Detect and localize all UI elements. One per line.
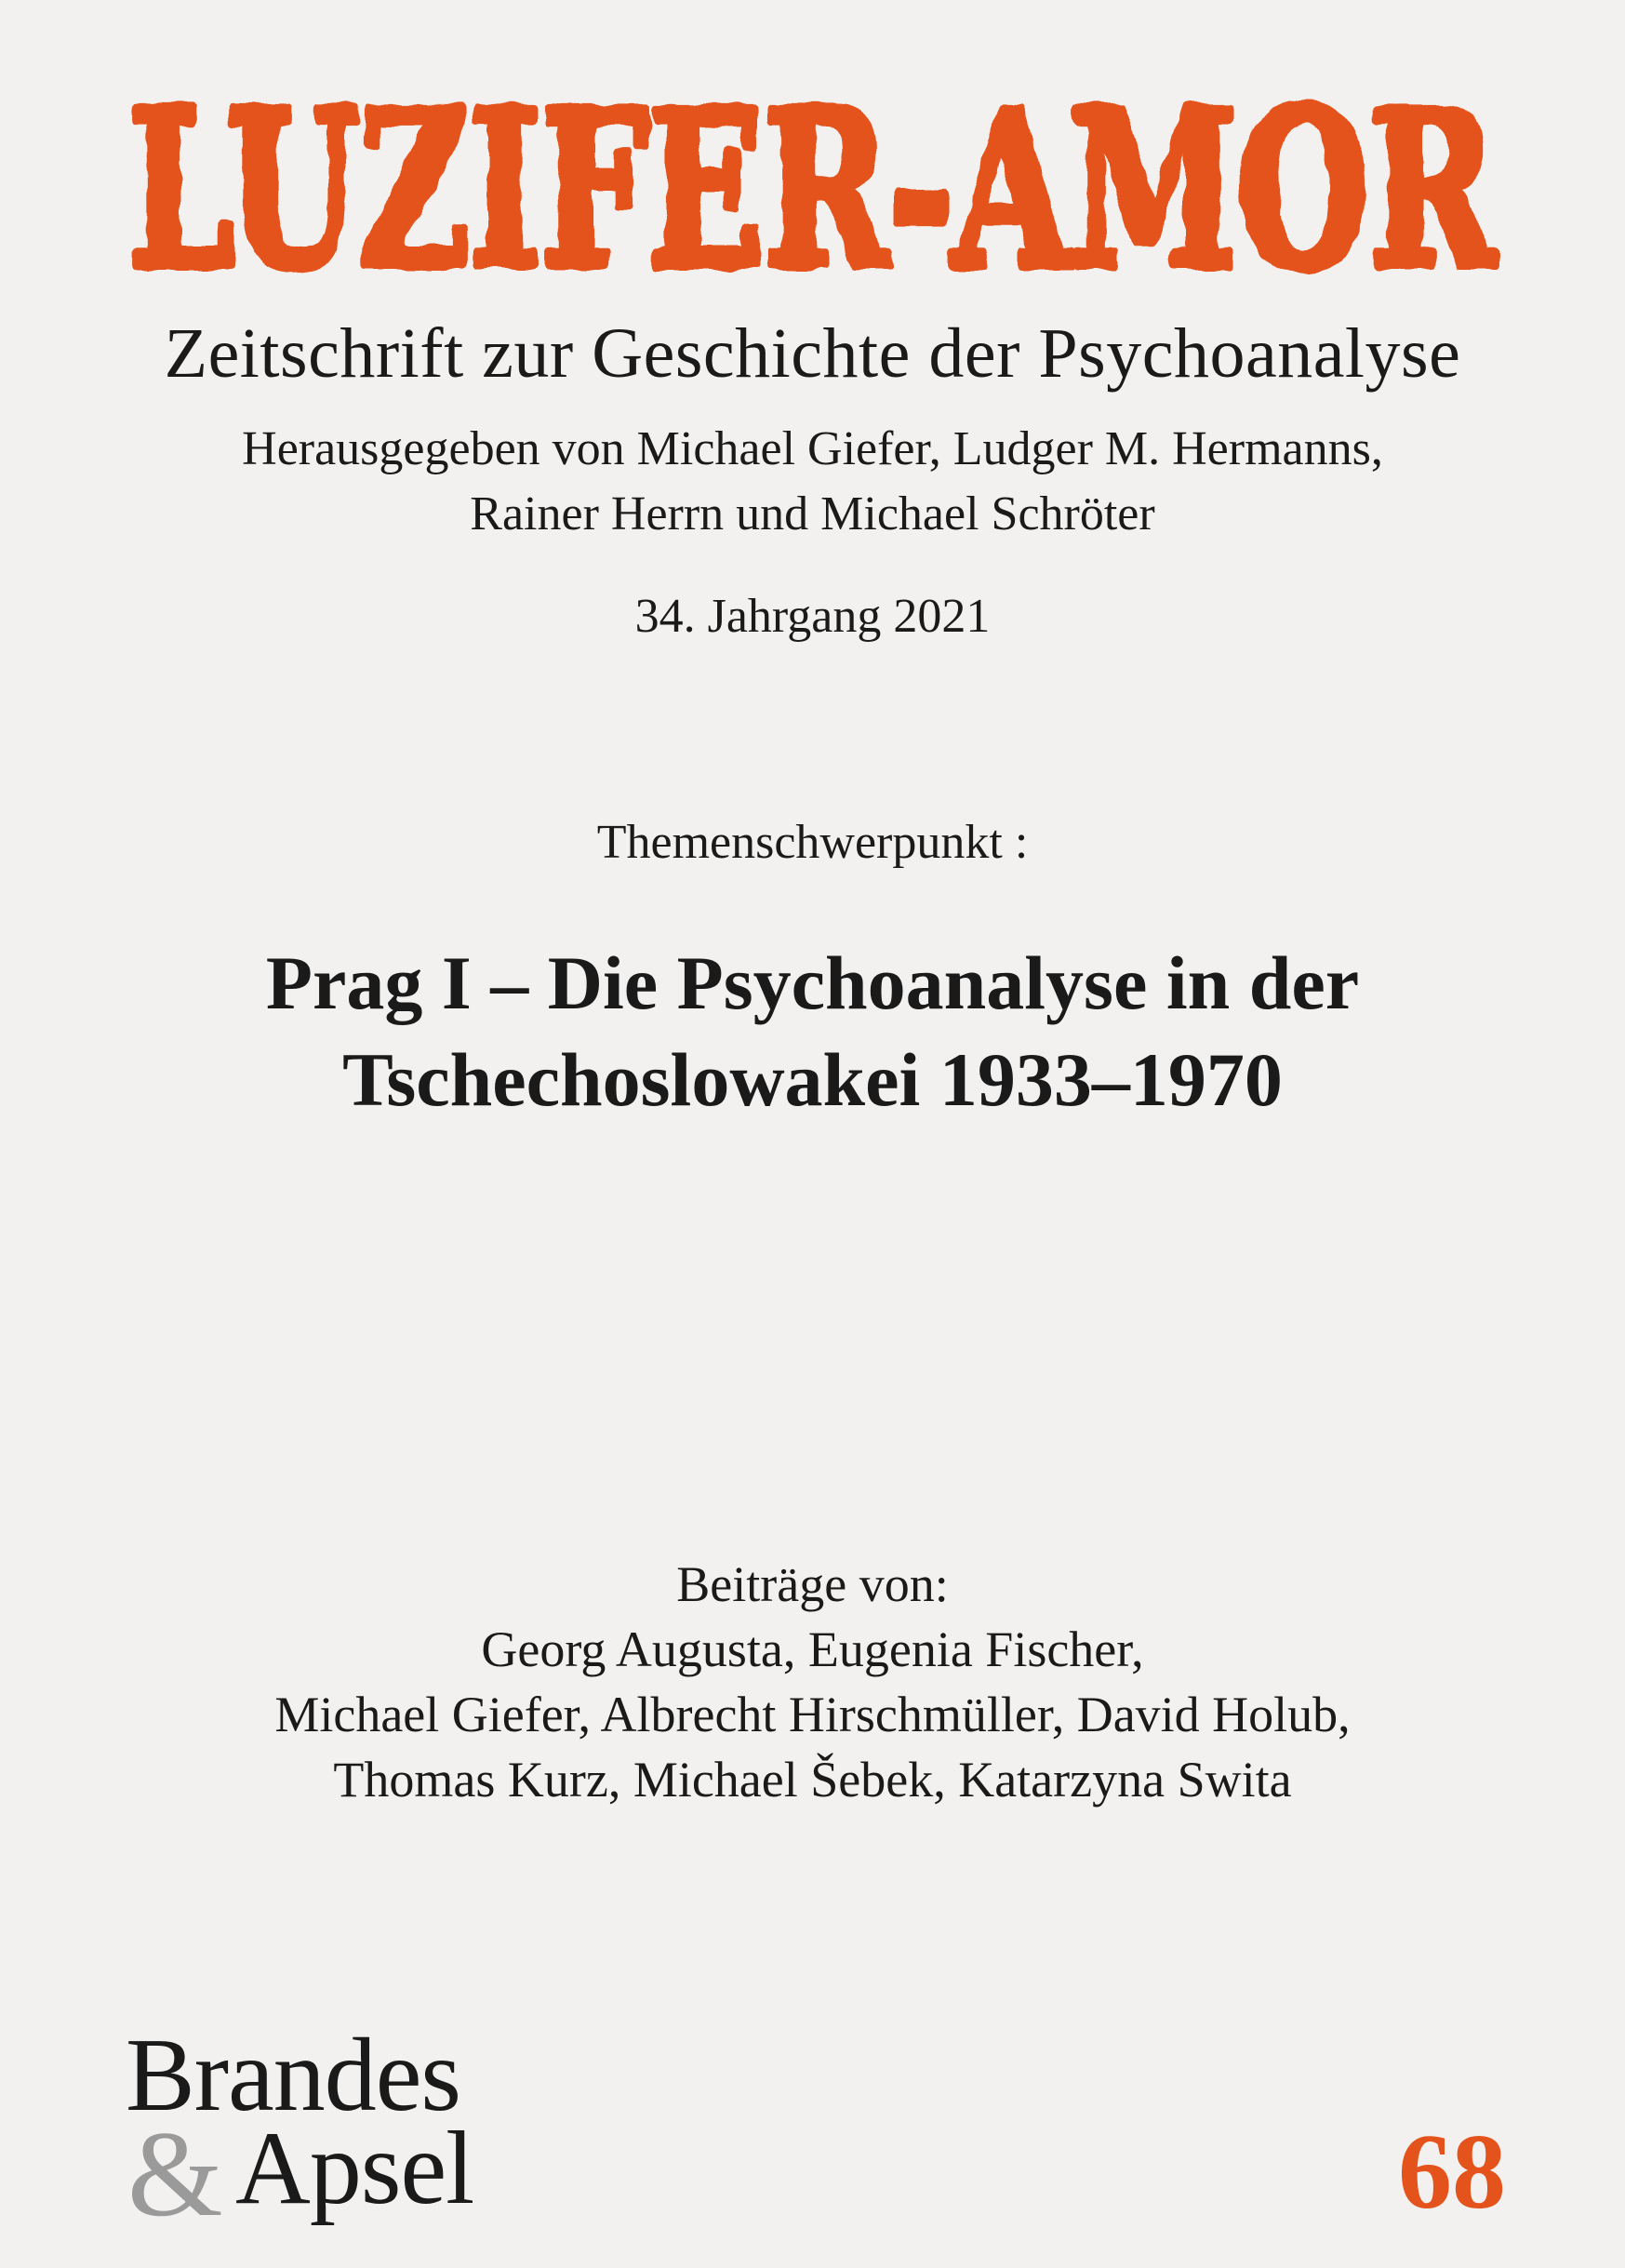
journal-logo-text: LUZIFER-AMOR bbox=[128, 65, 1498, 298]
theme-label: Themenschwerpunkt : bbox=[596, 816, 1029, 869]
editors-line: Herausgegeben von Michael Giefer, Ludger M. Hermanns, bbox=[242, 422, 1383, 475]
publisher-name-second: Apsel bbox=[235, 2111, 474, 2226]
journal-subtitle: Zeitschrift zur Geschichte der Psychoanalyse bbox=[164, 314, 1461, 393]
volume-year: 34. Jahrgang 2021 bbox=[634, 590, 991, 643]
issue-number: 68 bbox=[1398, 2113, 1506, 2232]
contributors bbox=[0, 1552, 1625, 1812]
publisher-name-first: Brandes bbox=[126, 2018, 461, 2133]
theme-title-line: Tschechoslowakei 1933–1970 bbox=[342, 1037, 1283, 1122]
editors bbox=[0, 417, 1625, 547]
contributors-line: Georg Augusta, Eugenia Fischer, bbox=[481, 1621, 1144, 1677]
contributors-heading: Beiträge von: bbox=[676, 1556, 949, 1612]
contributors-line: Michael Giefer, Albrecht Hirschmüller, David Holub, bbox=[274, 1687, 1351, 1742]
publisher-ampersand: & bbox=[127, 2105, 223, 2242]
journal-logo bbox=[0, 65, 1625, 298]
theme-title bbox=[0, 935, 1625, 1128]
theme-title-line: Prag I – Die Psychoanalyse in der bbox=[265, 941, 1360, 1025]
editors-line: Rainer Herrn und Michael Schröter bbox=[470, 487, 1155, 540]
publisher-logo bbox=[126, 2018, 516, 2242]
contributors-line: Thomas Kurz, Michael Šebek, Katarzyna Swita bbox=[333, 1752, 1292, 1808]
